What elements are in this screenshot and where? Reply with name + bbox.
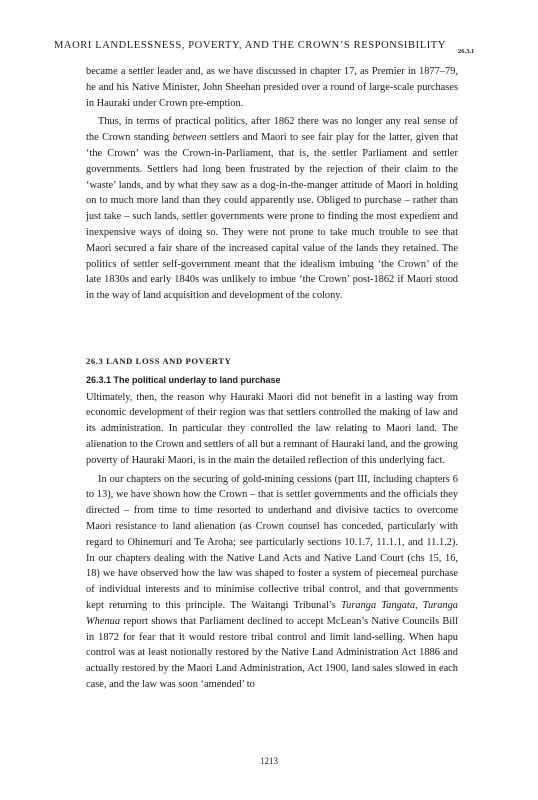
paragraph-text: In our chapters on the securing of gold-mining cessions (part III, including chapters 6 to 13), we have shown how the Crown – that is settler governments and the officials they directed – from time to time resorted to underhand and divisive tactics to overcome Maori resistance to land alienation (as Crown counsel has conceded, particularly with regard to Ohinemuri and Te Aroha; see particularly sections 10.1.7, 11.1.1, and 11.1.2). In our chapters dealing with the Native Land Acts and Native Land Court (chs 15, 16, 18) we have observed how the law was shaped to foster a system of piecemeal purchase of individual interests and to minimise collective tribal control, and that governments kept returning to this principle. The Waitangi Tribunal’s — [86, 473, 458, 611]
subsection-heading: 26.3.1 The political underlay to land purchase — [86, 374, 281, 385]
page-number: 1213 — [260, 756, 278, 766]
paragraph-ultimately: Ultimately, then, the reason why Hauraki Maori did not benefit in a lasting way from economic development of their region was that settlers controlled the making of law and its administration. In particular they controlled the law relating to Maori land. The alienation to the Crown and settlers of all but a remnant of Hauraki land, and the growing poverty of Hauraki Maori, is in the main the detailed reflection of this underlying fact. — [86, 391, 458, 466]
paragraph-text: report shows that Parliament declined to accept McLean’s Native Councils Bill in 1872 for fear that it would restore tribal control and limit land-selling. When hapu control was at least notionally restored by the Native Land Administration Act 1886 and actually restored by the Maori Land Administration, Act 1900, land sales slowed in each case, and the law was soon ‘amended’ to — [86, 615, 458, 690]
emphasis-text: between — [172, 132, 207, 144]
body-text — [86, 64, 458, 693]
paragraph-gold-mining-cessions — [86, 472, 458, 693]
section-heading: 26.3 LAND LOSS AND POVERTY — [86, 355, 232, 366]
report-title: Turanga Tangata, Turanga Whenua — [86, 599, 458, 627]
paragraph-practical-politics — [86, 114, 458, 304]
running-head: MAORI LANDLESSNESS, POVERTY, AND THE CROWN’S RESPONSIBILITY — [54, 40, 446, 51]
paragraph-continued: became a settler leader and, as we have discussed in chapter 17, as Premier in 1877–79, he and his Native Minister, John Sheehan presided over a round of large-scale purchases in Hauraki under Crown pre-emption. — [86, 66, 458, 109]
running-head-section-number: 26.3.1 — [458, 48, 475, 55]
paragraph-text: Thus, in terms of practical politics, after 1862 there was no longer any real sense of the Crown standing — [86, 116, 458, 144]
paragraph-text: settlers and Maori to see fair play for the latter, given that ‘the Crown’ was the Crown-in-Parliament, that is, the settler Parliament and settler governments. Settlers had long been frustrated by the rejection of their claim to the ‘waste’ lands, and by what they saw as a dog-in-the-manger attitude of Maori in holding on to much more land than they could apparently use. Obliged to purchase – rather than just take – such lands, settler governments were prone to finding the most expedient and inexpensive ways of doing so. They were not prone to take much trouble to see that Maori secured a fair share of the increased capital value of the lands they retained. The politics of settler self-government meant that the idealism imbuing ‘the Crown’ of the late 1830s and early 1840s was unlikely to imbue ‘the Crown’ post-1862 if Maori stood in the way of land acquisition and development of the colony. — [86, 132, 458, 302]
